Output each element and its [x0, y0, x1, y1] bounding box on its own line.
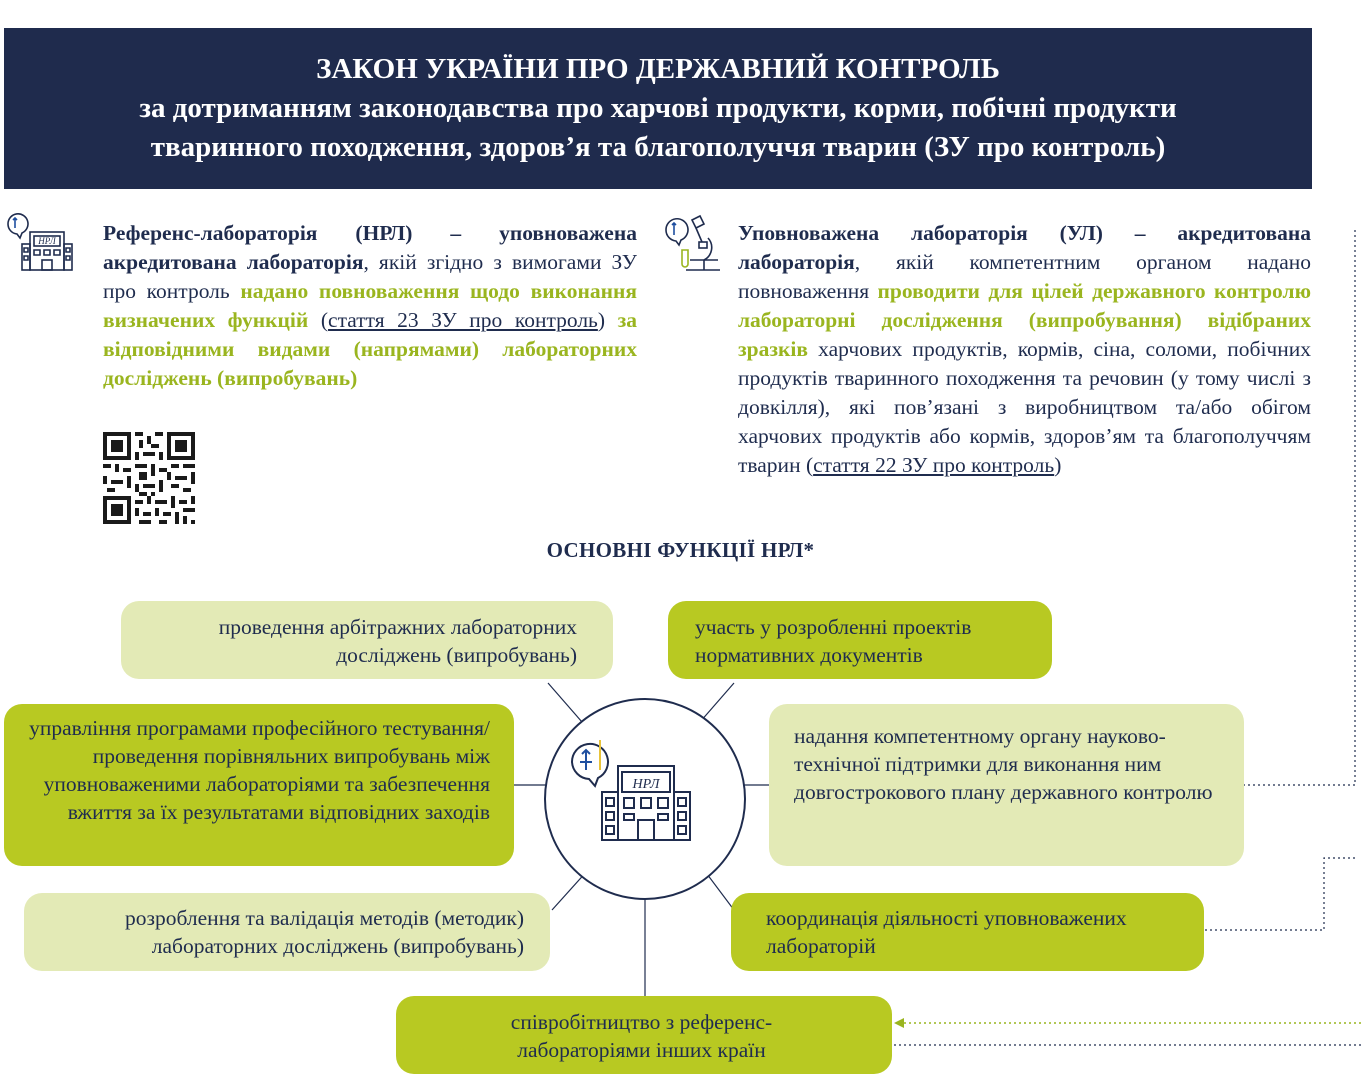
nrl-hub-building-icon — [546, 700, 744, 898]
section-title: ОСНОВНІ ФУНКЦІЇ НРЛ* — [546, 538, 815, 562]
nrl-icon-label: НРЛ — [38, 236, 56, 246]
nrl-center-hub — [544, 698, 746, 900]
nrl-definition: Референс-лабораторія (НРЛ) – уповноважена акредитована лабораторія, якій згідно з вимогами ЗУ про контроль надано повноваження щодо виконання визначених функцій (стаття 23 ЗУ про контроль) за відповідними видами (напрямами) лабораторних досліджень (випробувань) — [103, 221, 637, 390]
function-international-cooperation: співробітництво з референс-лабораторіями інших країн — [396, 996, 892, 1074]
ul-definition: Уповноважена лабораторія (УЛ) – акредитована лабораторія, якій компетентним органом надано повноваження проводити для цілей державного контролю лабораторні дослідження (випробування) відібраних зразків харчових продуктів, кормів, сіна, соломи, побічних продуктів тваринного походження та речовин (у тому числі з довкілля), які пов’язані з виробництвом та/або обігом харчових продуктів або кормів, здоров’ям та благополуччям тварин (стаття 22 ЗУ про контроль) — [738, 221, 1311, 477]
function-method-validation: розроблення та валідація методів (методик) лабораторних досліджень (випробувань) — [24, 893, 550, 971]
hub-label: НРЛ — [632, 777, 660, 792]
banner-subtitle-line2: тваринного походження, здоров’я та благополуччя тварин (ЗУ про контроль) — [150, 131, 1166, 163]
banner-title: ЗАКОН УКРАЇНИ ПРО ДЕРЖАВНИЙ КОНТРОЛЬ — [316, 53, 1000, 85]
function-coordination: координація діяльності уповноважених лабораторій — [731, 893, 1204, 971]
nrl-definition-title: Референс-лабораторія (НРЛ) – уповноважена акредитована лабораторія — [103, 221, 637, 274]
article-22-link[interactable]: стаття 22 ЗУ про контроль — [813, 453, 1055, 477]
article-23-link[interactable]: стаття 23 ЗУ про контроль — [328, 308, 598, 332]
function-normative-docs: участь у розробленні проектів нормативних документів — [668, 601, 1052, 679]
banner-subtitle-line1: за дотриманням законодавства про харчові продукти, корми, побічні продукти — [139, 92, 1177, 124]
function-technical-support: надання компетентному органу науково-технічної підтримки для виконання ним довгострокового плану державного контролю — [769, 704, 1244, 866]
ul-definition-title: Уповноважена лабораторія (УЛ) – акредитована лабораторія — [738, 221, 1311, 274]
function-arbitration: проведення арбітражних лабораторних досліджень (випробувань) — [121, 601, 613, 679]
function-proficiency-testing: управління програмами професійного тестування/ проведення порівняльних випробувань між уповноваженими лабораторіями та забезпечення вжиття за їх результатами відповідних заходів — [4, 704, 514, 866]
